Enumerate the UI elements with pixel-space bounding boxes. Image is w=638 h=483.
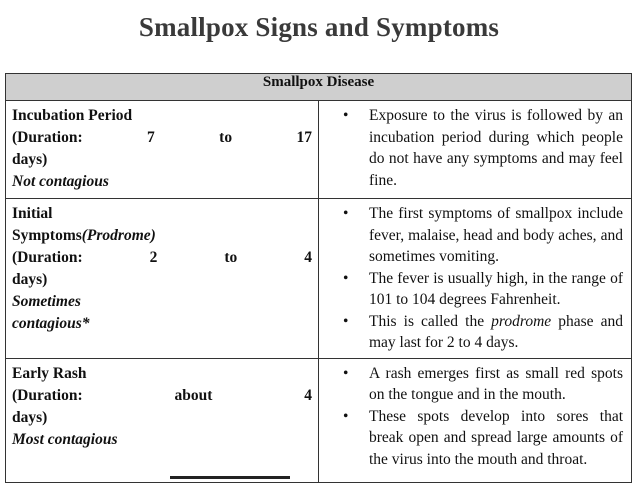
duration-word: (Duration: <box>12 249 83 266</box>
bullet-icon: • <box>343 107 349 124</box>
duration-word: 7 <box>147 129 155 146</box>
contagion-status: Not contagious <box>12 173 109 190</box>
duration-word: (Duration: <box>12 129 83 146</box>
bullet-icon: • <box>343 312 349 330</box>
duration-line <box>12 385 312 407</box>
bullet-item <box>319 268 623 311</box>
stage-italic: (Prodrome) <box>81 227 156 244</box>
smallpox-table <box>5 73 632 483</box>
duration-word: 2 <box>149 249 158 266</box>
duration-end: days) <box>12 151 48 168</box>
contagion-status-line2: contagious* <box>12 315 90 332</box>
bullet-text: These spots develop into sores that break open and spread large amounts of the virus into the mouth and throat. <box>369 407 623 468</box>
description-cell <box>319 199 632 359</box>
bullet-text: This is called the <box>369 312 492 330</box>
table-row-initial-symptoms <box>6 199 632 359</box>
duration-word: 4 <box>304 386 312 404</box>
bullet-item <box>319 363 623 406</box>
duration-word: 17 <box>296 129 312 146</box>
duration-word: to <box>224 249 238 266</box>
bullet-icon: • <box>343 407 349 425</box>
table-row-early-rash <box>6 358 632 482</box>
description-cell <box>319 101 632 199</box>
duration-end: days) <box>12 271 48 288</box>
duration-word: 4 <box>304 249 312 266</box>
bullet-text: The fever is usually high, in the range of 101 to 104 degrees Fahrenheit. <box>369 269 623 308</box>
stage-name: Initial <box>12 205 53 222</box>
bullet-item <box>319 406 623 471</box>
stage-name-line2 <box>12 225 312 247</box>
description-cell <box>319 358 632 482</box>
duration-line <box>12 247 312 269</box>
bullet-item <box>319 203 623 268</box>
duration-word: to <box>219 129 233 146</box>
stage-word: Symptoms <box>12 227 82 244</box>
duration-word: (Duration: <box>12 386 83 404</box>
bullet-text: phase and may last for 2 to 4 days. <box>369 312 623 351</box>
bullet-icon: • <box>343 269 349 287</box>
table-row-incubation <box>6 101 632 199</box>
duration-word: about <box>174 386 213 404</box>
stage-name: Incubation Period <box>12 107 133 124</box>
bullet-item <box>319 105 623 191</box>
slide-title: Smallpox Signs and Symptoms <box>138 12 500 42</box>
bullet-icon: • <box>343 205 349 222</box>
stage-cell <box>6 358 319 482</box>
stage-name: Early Rash <box>12 364 87 382</box>
table-header: Smallpox Disease <box>6 74 632 101</box>
duration-end: days) <box>12 408 48 426</box>
bullet-text: A rash emerges first as small red spots on the tongue and in the mouth. <box>369 364 623 403</box>
contagion-status: Sometimes <box>12 293 81 310</box>
bullet-text: Exposure to the virus is followed by an incubation period during which people do not have any symptoms and may feel fine. <box>369 107 623 189</box>
stage-cell <box>6 199 319 359</box>
bullet-icon: • <box>343 364 349 382</box>
duration-line <box>12 127 312 149</box>
bullet-text: The first symptoms of smallpox include fever, malaise, head and body aches, and sometimes vomiting. <box>369 205 623 265</box>
contagion-status: Most contagious <box>12 430 118 448</box>
bullet-text-emphasis: prodrome <box>491 312 552 330</box>
bullet-item <box>319 311 623 354</box>
stage-cell <box>6 101 319 199</box>
